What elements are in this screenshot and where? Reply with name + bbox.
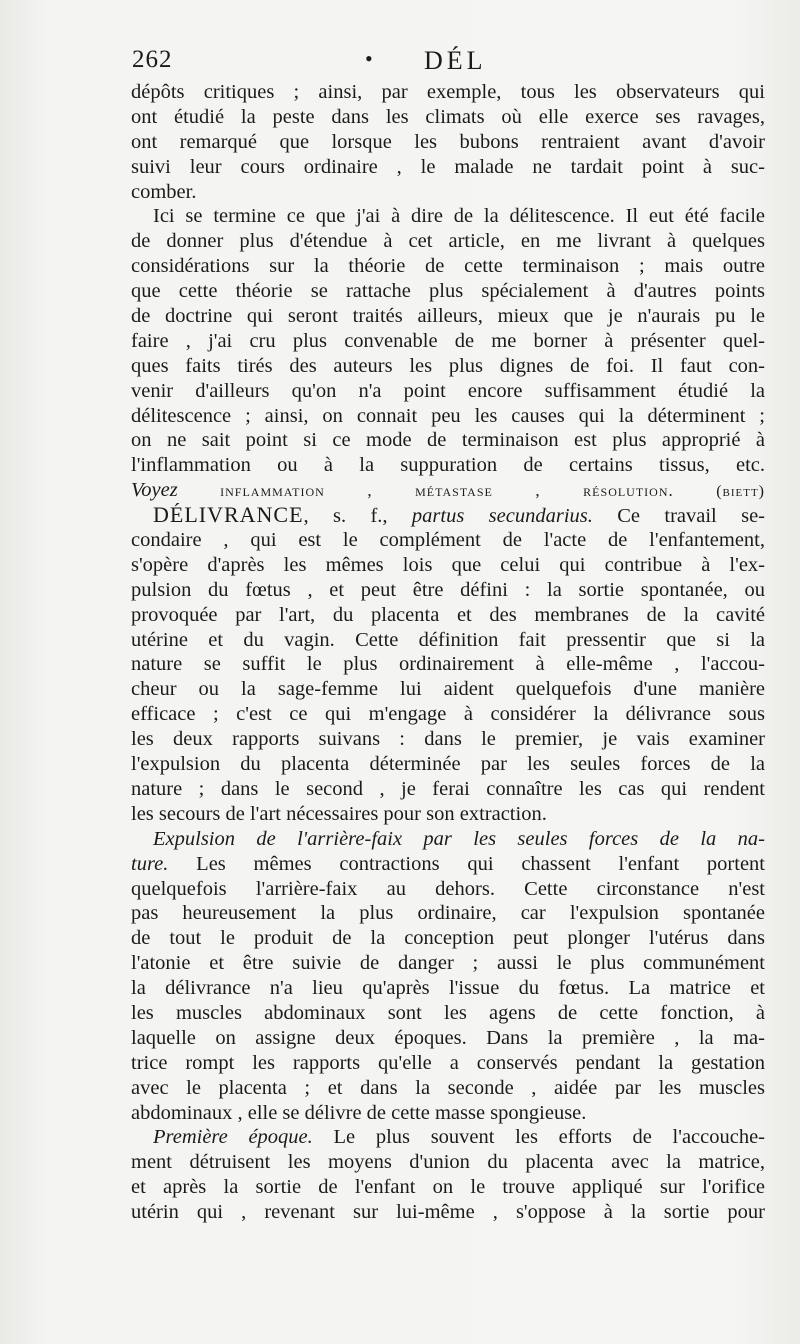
- text-line: ques faits tirés des auteurs les plus dignes de foi. Il faut con-: [131, 354, 765, 377]
- text-line: la délivrance n'a lieu qu'après l'issue du fœtus. La matrice et: [131, 977, 765, 1000]
- text-line: ment détruisent les moyens d'union du placenta avec la matrice,: [131, 1151, 765, 1174]
- text-fragment: Ce travail se-: [617, 505, 765, 528]
- voyez-label: Voyez: [131, 479, 178, 502]
- text-line: avec le placenta ; et dans la seconde , aidée par les muscles: [131, 1076, 765, 1099]
- text-line: l'atonie et être suivie de danger ; aussi le plus communément: [131, 952, 765, 975]
- text-line: s'opère d'après les mêmes lois que celui qui contribue à l'ex-: [131, 553, 765, 576]
- text-line: abdominaux , elle se délivre de cette masse spongieuse.: [131, 1101, 587, 1124]
- text-line: que cette théorie se rattache plus spécialement à d'autres points: [131, 280, 765, 303]
- text-line: de doctrine qui seront traités ailleurs, mieux que je n'aurais pu le: [131, 305, 765, 328]
- text-line: pulsion du fœtus , et peut être défini : la sortie spontanée, ou: [131, 578, 765, 601]
- section-heading-line: Expulsion de l'arrière-faix par les seules forces de la na-: [153, 827, 765, 850]
- text-fragment: Le plus souvent les efforts de l'accouche-: [333, 1126, 765, 1149]
- text-line: et après la sortie de l'enfant on le trouve appliqué sur l'orifice: [131, 1176, 765, 1199]
- text-line: délitescence ; ainsi, on connait peu les causes qui la déterminent ;: [131, 404, 765, 427]
- text-line: considérations sur la théorie de cette terminaison ; mais outre: [131, 255, 765, 278]
- entry-heading-line: [131, 503, 765, 528]
- text-line: de donner plus d'étendue à cet article, en me livrant à quelques: [131, 230, 765, 253]
- paragraph-start-line: Ici se termine ce que j'ai à dire de la délitescence. Il eut été facile: [153, 205, 765, 228]
- text-line: comber.: [131, 180, 197, 203]
- text-line: ont étudié la peste dans les climats où elle exerce ses ravages,: [131, 105, 765, 128]
- header-ornament: •: [365, 46, 373, 71]
- article-author: (biett): [716, 483, 765, 501]
- text-line: nature se suffit le plus ordinairement à elle-même , l'accou-: [131, 653, 765, 676]
- text-line: condaire , qui est le complément de l'acte de l'enfantement,: [131, 529, 765, 552]
- page-number: 262: [132, 46, 173, 73]
- text-line: utérin qui , revenant sur lui-même , s'oppose à la sortie pour: [131, 1201, 765, 1224]
- body-text: [131, 80, 765, 1225]
- running-head: DÉL: [424, 46, 487, 75]
- text-line: [131, 852, 765, 877]
- entry-headword: DÉLIVRANCE: [153, 503, 304, 528]
- latin-term: partus secundarius.: [411, 505, 593, 528]
- text-line: ont remarqué que lorsque les bubons rentraient avant d'avoir: [131, 130, 765, 153]
- text-line: l'inflammation ou à la suppuration de certains tissus, etc.: [131, 454, 765, 477]
- grammar-label: , s. f.,: [303, 505, 388, 528]
- text-line: les muscles abdominaux sont les agens de cette fonction, à: [131, 1001, 765, 1024]
- cross-references: inflammation , métastase , résolution.: [220, 481, 674, 501]
- text-line: faire , j'ai cru plus convenable de me borner à présenter quel-: [131, 329, 765, 352]
- text-fragment: Les mêmes contractions qui chassent l'enfant portent: [196, 852, 765, 875]
- text-line: de tout le produit de la conception peut plonger l'utérus dans: [131, 927, 765, 950]
- text-line: pas heureusement la plus ordinaire, car l'expulsion spontanée: [131, 902, 765, 925]
- text-line: nature ; dans le second , je ferai connaître les cas qui rendent: [131, 777, 765, 800]
- section-heading-end: ture.: [131, 852, 169, 875]
- text-line: dépôts critiques ; ainsi, par exemple, tous les observateurs qui: [131, 81, 765, 103]
- subsection-heading-line: [131, 1125, 765, 1150]
- text-line: on ne sait point si ce mode de terminaison est plus approprié à: [131, 429, 765, 452]
- text-line: suivi leur cours ordinaire , le malade ne tardait point à suc-: [131, 155, 765, 178]
- text-line: efficace ; c'est ce qui m'engage à considérer la délivrance sous: [131, 703, 765, 726]
- cross-reference-line: [131, 478, 765, 503]
- text-line: laquelle on assigne deux époques. Dans la première , la ma-: [131, 1026, 765, 1049]
- text-line: provoquée par l'art, du placenta et des membranes de la cavité: [131, 603, 765, 626]
- text-line: les secours de l'art nécessaires pour son extraction.: [131, 802, 547, 825]
- text-line: l'expulsion du placenta déterminée par les seules forces de la: [131, 753, 765, 776]
- subsection-heading: Première époque.: [153, 1126, 313, 1149]
- text-line: quelquefois l'arrière-faix au dehors. Cette circonstance n'est: [131, 877, 765, 900]
- text-line: utérine et du vagin. Cette définition fait pressentir que si la: [131, 628, 765, 651]
- text-line: les deux rapports suivans : dans le premier, je vais examiner: [131, 728, 765, 751]
- page-header: [132, 42, 762, 82]
- text-line: trice rompt les rapports qu'elle a conservés pendant la gestation: [131, 1051, 765, 1074]
- text-line: cheur ou la sage-femme lui aident quelquefois d'une manière: [131, 678, 765, 701]
- text-line: venir d'ailleurs qu'on n'a point encore suffisamment étudié la: [131, 379, 765, 402]
